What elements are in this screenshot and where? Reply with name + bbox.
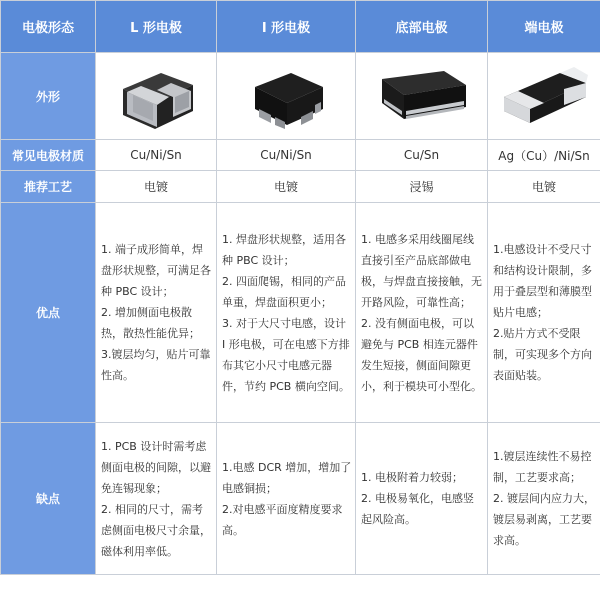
material-bottom-electrode: Cu/Sn	[356, 140, 488, 171]
header-l-electrode: L 形电极	[96, 1, 217, 53]
advantages-l-electrode: 1. 端子成形简单，焊盘形状规整，可满足各种 PBC 设计； 2. 增加侧面电极散热，散热性能优异； 3.镀层均匀，贴片可靠性高。	[96, 203, 217, 423]
process-l-electrode: 电镀	[96, 171, 217, 203]
disadvantages-label: 缺点	[1, 423, 96, 575]
advantages-label: 优点	[1, 203, 96, 423]
material-l-electrode: Cu/Ni/Sn	[96, 140, 217, 171]
i-shape-inductor-icon	[241, 59, 331, 133]
process-row	[1, 171, 600, 203]
appearance-bottom-electrode	[356, 53, 488, 140]
material-label: 常见电极材质	[1, 140, 96, 171]
l-shape-inductor-icon	[111, 59, 201, 133]
appearance-l-electrode	[96, 53, 217, 140]
disadvantages-bottom-electrode: 1. 电极附着力较弱； 2. 电极易氧化，电感竖起风险高。	[356, 423, 488, 575]
appearance-row	[1, 53, 600, 140]
process-bottom-electrode: 浸锡	[356, 171, 488, 203]
advantages-i-electrode: 1. 焊盘形状规整，适用各种 PBC 设计； 2. 四面爬锡，相同的产品单重，焊盘面积更小； 3. 对于大尺寸电感，设计 I 形电极，可在电感下方排布其它小尺寸电感元器件，节约 PCB 横向空间。	[217, 203, 356, 423]
header-bottom-electrode: 底部电极	[356, 1, 488, 53]
header-label: 电极形态	[1, 1, 96, 53]
process-i-electrode: 电镀	[217, 171, 356, 203]
appearance-end-electrode	[488, 53, 600, 140]
end-electrode-inductor-icon	[494, 59, 594, 133]
advantages-end-electrode: 1.电感设计不受尺寸和结构设计限制，多用于叠层型和薄膜型贴片电感； 2.贴片方式不受限制，可实现多个方向表面贴装。	[488, 203, 600, 423]
header-row	[1, 1, 600, 53]
disadvantages-end-electrode: 1.镀层连续性不易控制，工艺要求高； 2. 镀层间内应力大，镀层易剥离，工艺要求高。	[488, 423, 600, 575]
disadvantages-i-electrode: 1.电感 DCR 增加，增加了电感铜损； 2.对电感平面度精度要求高。	[217, 423, 356, 575]
advantages-bottom-electrode: 1. 电感多采用线圈尾线直接引至产品底部做电极，与焊盘直接接触，无开路风险，可靠性高； 2. 没有侧面电极，可以避免与 PCB 相连元器件发生短接，侧面间隙更小，利于模块可小型化。	[356, 203, 488, 423]
material-end-electrode: Ag（Cu）/Ni/Sn	[488, 140, 600, 171]
disadvantages-row	[1, 423, 600, 575]
material-i-electrode: Cu/Ni/Sn	[217, 140, 356, 171]
advantages-row	[1, 203, 600, 423]
bottom-electrode-inductor-icon	[372, 59, 472, 133]
header-i-electrode: I 形电极	[217, 1, 356, 53]
process-end-electrode: 电镀	[488, 171, 600, 203]
material-row	[1, 140, 600, 171]
process-label: 推荐工艺	[1, 171, 96, 203]
appearance-i-electrode	[217, 53, 356, 140]
appearance-label: 外形	[1, 53, 96, 140]
disadvantages-l-electrode: 1. PCB 设计时需考虑侧面电极的间隙，以避免连锡现象； 2. 相同的尺寸，需考虑侧面电极尺寸余量，磁体利用率低。	[96, 423, 217, 575]
header-end-electrode: 端电极	[488, 1, 600, 53]
